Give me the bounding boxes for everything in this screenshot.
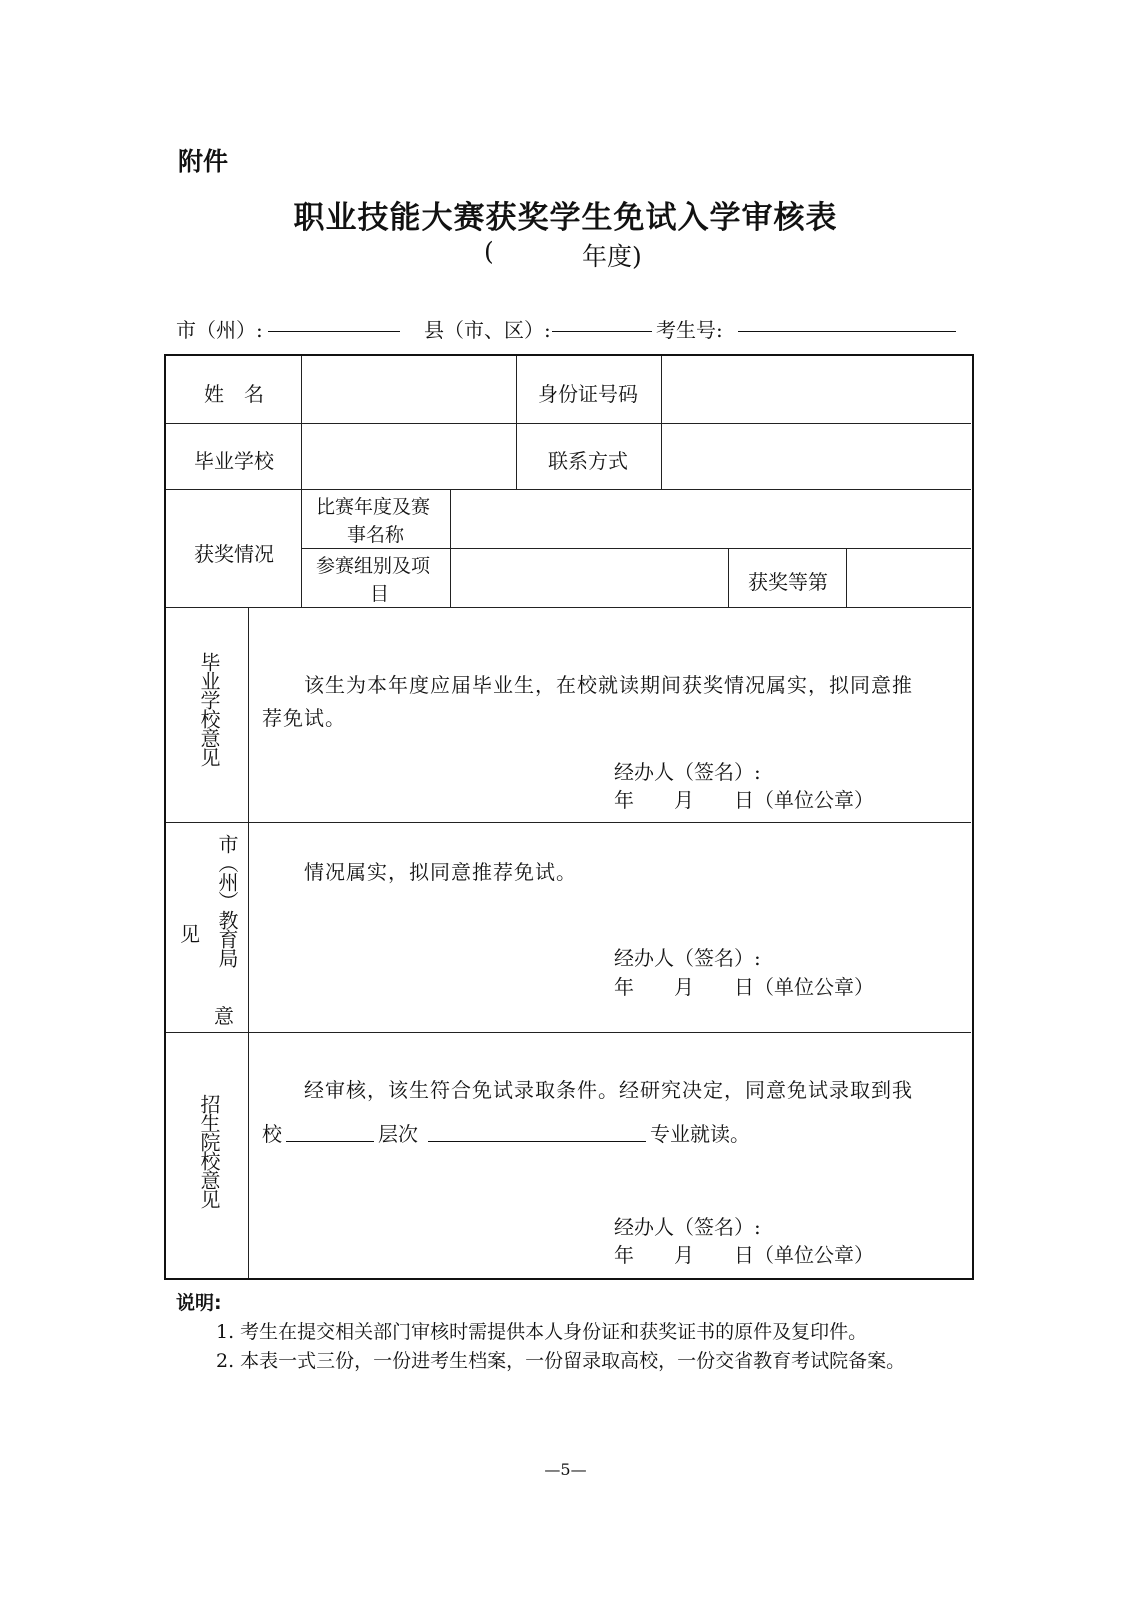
county-blank[interactable] bbox=[552, 331, 652, 332]
bureau-signer-label: 经办人（签名）: bbox=[614, 946, 761, 970]
attachment-label: 附件 bbox=[178, 147, 229, 176]
row-divider bbox=[166, 607, 971, 608]
school-date-stamp: 年 月 日（单位公章） bbox=[614, 788, 874, 812]
column-divider bbox=[516, 356, 517, 489]
row-divider bbox=[166, 1032, 971, 1033]
county-label: 县（市、区）: bbox=[424, 318, 551, 342]
award-level-label: 获奖等第 bbox=[748, 570, 828, 594]
city-blank[interactable] bbox=[268, 331, 400, 332]
group-label-line1: 参赛组别及项 bbox=[316, 555, 431, 577]
college-text-school: 校 bbox=[262, 1122, 282, 1146]
contact-input-cell[interactable] bbox=[666, 430, 966, 484]
column-divider bbox=[728, 548, 729, 607]
school-input-cell[interactable] bbox=[306, 430, 512, 484]
major-blank[interactable] bbox=[428, 1141, 646, 1142]
school-opinion-text-line1: 该生为本年度应届毕业生，在校就读期间获奖情况属实，拟同意推 bbox=[304, 673, 913, 697]
name-input-cell[interactable] bbox=[306, 364, 512, 418]
exam-number-label: 考生号: bbox=[656, 318, 723, 342]
column-divider bbox=[450, 489, 451, 607]
column-divider bbox=[301, 356, 302, 607]
school-signer-label: 经办人（签名）: bbox=[614, 760, 761, 784]
college-opinion-text-line1: 经审核，该生符合免试录取条件。经研究决定，同意免试录取到我 bbox=[304, 1078, 913, 1102]
page-number: —5— bbox=[544, 1460, 587, 1479]
notes-heading: 说明: bbox=[176, 1292, 222, 1314]
column-divider bbox=[846, 548, 847, 607]
id-number-input-cell[interactable] bbox=[666, 364, 966, 418]
city-label: 市（州）: bbox=[176, 318, 263, 342]
row-divider bbox=[166, 822, 971, 823]
college-opinion-label: 招生院校意见 bbox=[197, 1094, 221, 1208]
note-item: 1. 考生在提交相关部门审核时需提供本人身份证和获奖证书的原件及复印件。 bbox=[216, 1321, 868, 1343]
bureau-opinion-label: 市（州）教育局 bbox=[215, 834, 239, 967]
bureau-date-stamp: 年 月 日（单位公章） bbox=[614, 975, 874, 999]
college-text-level: 层次 bbox=[378, 1122, 418, 1146]
award-label: 获奖情况 bbox=[194, 542, 274, 566]
college-date-stamp: 年 月 日（单位公章） bbox=[614, 1243, 874, 1267]
college-signer-label: 经办人（签名）: bbox=[614, 1215, 761, 1239]
bureau-opinion-text: 情况属实，拟同意推荐免试。 bbox=[304, 860, 577, 884]
competition-year-label-line1: 比赛年度及赛 bbox=[316, 496, 431, 518]
group-input-cell[interactable] bbox=[456, 553, 724, 603]
bureau-opinion-label-yi: 意 bbox=[214, 1004, 234, 1028]
competition-name-input-cell[interactable] bbox=[456, 494, 966, 544]
contact-label: 联系方式 bbox=[548, 449, 628, 473]
name-label: 姓 名 bbox=[204, 382, 264, 406]
column-divider bbox=[248, 607, 249, 1278]
row-divider bbox=[166, 423, 971, 424]
review-form-table bbox=[164, 354, 974, 1280]
year-label: 年度) bbox=[582, 242, 642, 271]
row-divider bbox=[166, 489, 971, 490]
bureau-opinion-label-jian: 见 bbox=[180, 922, 200, 946]
school-opinion-text-line2: 荐免试。 bbox=[262, 706, 346, 730]
school-label: 毕业学校 bbox=[194, 449, 274, 473]
college-text-major: 专业就读。 bbox=[650, 1122, 750, 1146]
exam-number-blank[interactable] bbox=[738, 331, 956, 332]
id-number-label: 身份证号码 bbox=[538, 382, 638, 406]
row-divider bbox=[302, 548, 971, 549]
level-blank[interactable] bbox=[286, 1141, 374, 1142]
school-opinion-label: 毕业学校意见 bbox=[197, 652, 221, 766]
competition-year-label-line2: 事名称 bbox=[347, 524, 405, 546]
award-level-input-cell[interactable] bbox=[852, 553, 966, 603]
group-label-line2: 目 bbox=[370, 583, 390, 605]
note-item: 2. 本表一式三份，一份进考生档案，一份留录取高校，一份交省教育考试院备案。 bbox=[216, 1350, 906, 1372]
year-open-paren: ( bbox=[484, 237, 494, 266]
column-divider bbox=[661, 356, 662, 489]
document-title: 职业技能大赛获奖学生免试入学审核表 bbox=[293, 200, 838, 236]
